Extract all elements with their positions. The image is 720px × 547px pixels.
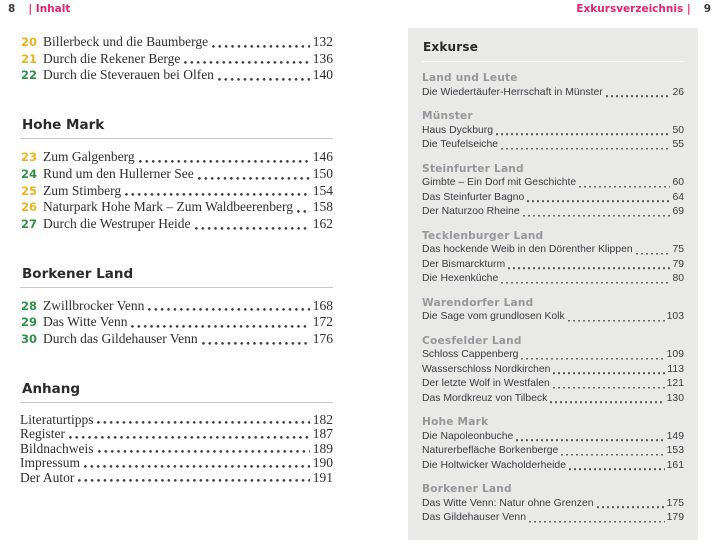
exkurse-entry [422,497,684,512]
exkurse-group [422,162,684,220]
toc-entry-page: 189 [312,440,333,456]
exkurse-panel [408,28,698,540]
toc-entry [20,166,333,183]
toc-entry [20,183,333,200]
toc-entry-title: Rund um den Hullerner See [43,165,194,181]
exkurse-entry [422,459,684,474]
exkurse-subheading: Coesfelder Land [422,334,522,347]
exkurse-entry [422,348,684,363]
dot-leader [84,465,310,468]
dot-leader [606,95,671,98]
exkurse-subheading: Münster [422,110,473,122]
tour-number: 25 [20,183,37,198]
toc-section [20,381,333,486]
toc-entry [20,199,333,216]
running-head-left-title: | Inhalt [28,3,71,15]
tour-number: 29 [20,315,37,330]
dot-leader [516,439,664,442]
toc-entry [20,471,333,486]
toc-entry-title: Zum Stimberg [43,182,122,198]
dot-leader [553,387,665,390]
toc-entry [20,427,333,442]
dot-leader [297,210,310,213]
exkurse-entry [422,444,684,459]
exkurse-entry-page: 80 [672,273,684,284]
toc-entry [20,456,333,471]
exkurse-entry-title: Das Steinfurter Bagno [422,191,525,203]
toc-entry-title: Durch die Steverauen bei Olfen [43,67,214,83]
toc-entry-page: 136 [312,50,333,66]
toc-entry-title: Durch das Gildehauser Venn [43,331,198,347]
toc-entry-page: 158 [312,199,333,215]
toc-entry-page: 187 [312,426,333,442]
toc-entry-page: 154 [312,182,333,198]
exkurse-entry-title: Die Sage vom grundlosen Kolk [422,311,565,322]
exkurse-entry-title: Das Mordkreuz von Tilbeck [422,392,548,404]
toc-entry [20,51,333,68]
exkurse-entry [422,430,684,445]
dot-leader [69,436,310,439]
exkurse-entry [422,258,684,273]
exkurse-entry-page: 55 [672,139,684,150]
exkurse-entry [422,392,684,407]
dot-leader [527,200,670,203]
exkurse-entry-page: 121 [666,378,684,389]
toc-entry [20,149,333,166]
tour-number: 26 [20,200,37,215]
exkurse-subheading: Hohe Mark [422,416,489,428]
exkurse-entry [422,205,684,220]
tour-number: 27 [20,216,37,231]
toc-entry-page: 172 [312,314,333,330]
exkurse-entry-title: Wasserschloss Nordkirchen [422,363,551,375]
toc-entry-title: Register [20,426,65,442]
dot-leader [139,160,310,163]
exkurse-entry-title: Die Wiedertäufer-Herrschaft in Münster [422,86,603,98]
toc-entry-page: 150 [312,165,333,181]
exkurse-entry [422,86,684,101]
exkurse-entry [422,377,684,392]
dot-leader [501,282,670,285]
dot-leader [212,45,310,48]
exkurse-group [422,71,684,100]
exkurse-entry-title: Die Hexenküche [422,273,499,284]
exkurse-entry [422,310,684,325]
exkurse-entry [422,124,684,139]
dot-leader [78,479,309,482]
dot-leader [523,215,671,218]
toc-entry-title: Das Witte Venn [43,314,128,330]
toc-entry [20,413,333,428]
toc-entry-title: Billerbeck und die Baumberge [43,34,209,49]
exkurse-entry-page: 64 [672,191,684,203]
exkurse-group [422,109,684,153]
running-head-left [8,3,70,15]
toc-entry-title: Naturpark Hohe Mark – Zum Waldbeerenberg [43,199,293,215]
toc-entry-page: 146 [312,149,333,165]
exkurse-entry [422,176,684,191]
exkurse-entry-title: Gimbte – Ein Dorf mit Geschichte [422,177,577,188]
dot-leader [97,421,309,424]
exkurse-subheading: Steinfurter Land [422,162,524,175]
exkurse-entry-title: Das Witte Venn: Natur ohne Grenzen [422,497,594,509]
toc-entry-title: Durch die Rekener Berge [43,50,181,66]
tour-number: 24 [20,166,37,181]
exkurse-entry [422,363,684,378]
dot-leader [148,308,309,311]
dot-leader [125,193,310,196]
dot-leader [553,372,665,375]
dot-leader [131,325,309,328]
dot-leader [568,320,665,323]
exkurse-entry-page: 113 [667,363,684,375]
dot-leader [202,342,310,345]
section-heading: Anhang [20,381,333,403]
exkurse-group-list [422,71,684,526]
exkurse-group [422,482,684,526]
exkurse-entry-title: Naturerbefläche Borkenberge [422,445,559,456]
toc-entry-page: 162 [312,215,333,231]
tour-number: 30 [20,332,37,347]
toc-entry-title: Zwillbrocker Venn [43,297,145,313]
running-head [8,3,711,15]
exkurse-group [422,229,684,287]
exkurse-entry-page: 69 [672,206,684,217]
exkurse-entry-page: 26 [672,86,684,98]
toc-entry [20,216,333,233]
dot-leader [561,454,664,457]
dot-leader [569,468,665,471]
exkurse-entry-title: Das hockende Weib in den Dörenther Klippen [422,244,633,255]
dot-leader [579,186,670,189]
exkurse-entry-page: 75 [672,244,684,255]
toc-entry-title: Impressum [20,455,80,471]
exkurse-entry-page: 79 [672,258,684,270]
dot-leader [521,358,664,361]
exkurse-entry-page: 179 [666,512,684,523]
page-number-right: 9 [703,3,711,15]
toc-entry-page: 176 [312,331,333,347]
dot-leader [98,450,310,453]
toc-entry-title: Literaturtipps [20,411,94,427]
exkurse-subheading: Borkener Land [422,483,512,495]
exkurse-entry [422,138,684,153]
exkurse-entry-page: 103 [666,311,684,322]
toc-entry [20,34,333,51]
exkurse-entry-title: Der Bismarckturm [422,258,506,270]
toc-entry [20,67,333,84]
toc-entry-page: 140 [312,67,333,83]
dot-leader [496,133,670,136]
exkurse-entry-title: Schloss Cappenberg [422,349,519,360]
toc-entry [20,331,333,348]
toc-section [20,266,333,348]
toc-entry [20,442,333,457]
exkurse-entry-title: Der Naturzoo Rheine [422,206,520,217]
exkurse-entry-page: 50 [672,124,684,136]
dot-leader [501,148,670,151]
toc-entry [20,298,333,315]
dot-leader [218,78,310,81]
exkurse-entry-page: 109 [666,349,684,360]
exkurse-entry-page: 175 [666,497,684,509]
toc-entry-page: 190 [312,455,333,471]
dot-leader [195,227,310,230]
exkurse-group [422,415,684,473]
toc-entry-page: 132 [312,34,333,49]
toc-section [20,117,333,233]
page-number-left: 8 [8,3,16,15]
dot-leader [184,61,309,64]
exkurse-entry-title: Die Teufelseiche [422,139,499,150]
toc-entry-title: Durch die Westruper Heide [43,215,191,231]
toc-entry-page: 168 [312,297,333,313]
exkurse-entry-title: Die Napoleonbuche [422,430,514,442]
table-of-contents [20,34,333,485]
toc-entry-page: 182 [312,411,333,427]
dot-leader [597,506,665,509]
tour-number: 20 [20,35,37,49]
exkurse-entry-title: Der letzte Wolf in Westfalen [422,378,550,389]
section-heading: Borkener Land [20,266,333,288]
exkurse-entry-page: 161 [666,459,684,471]
toc-section [20,34,333,84]
exkurse-group [422,296,684,325]
toc-entry [20,314,333,331]
exkurse-entry-page: 149 [666,430,684,442]
exkurse-subheading: Land und Leute [422,72,518,84]
exkurse-entry-title: Haus Dyckburg [422,124,494,136]
exkurse-subheading: Tecklenburger Land [422,229,544,242]
toc-entry-title: Zum Galgenberg [43,149,135,165]
running-head-right [576,3,711,15]
exkurse-entry-title: Das Gildehauser Venn [422,512,526,523]
section-heading: Hohe Mark [20,117,333,139]
tour-number: 28 [20,298,37,313]
dot-leader [198,177,310,180]
exkurse-entry-page: 60 [672,177,684,188]
toc-entry-page: 191 [312,469,333,485]
toc-entry-title: Der Autor [20,469,75,485]
dot-leader [529,521,665,524]
tour-number: 21 [20,51,37,66]
exkurse-subheading: Warendorfer Land [422,296,534,309]
exkurse-group [422,334,684,407]
running-head-right-title: Exkursverzeichnis | [576,3,691,15]
tour-number: 23 [20,150,37,165]
dot-leader [550,401,664,404]
exkurse-entry-page: 130 [666,392,684,404]
toc-entry-title: Bildnachweis [20,440,94,456]
exkurse-entry [422,243,684,258]
exkurse-entry-page: 153 [666,445,684,456]
exkurse-entry [422,511,684,526]
exkurse-entry [422,191,684,206]
exkurse-entry [422,272,684,287]
exkurse-heading: Exkurse [422,38,684,62]
dot-leader [508,267,670,270]
exkurse-entry-title: Die Holtwicker Wacholderheide [422,459,566,471]
tour-number: 22 [20,68,37,83]
dot-leader [636,253,671,256]
